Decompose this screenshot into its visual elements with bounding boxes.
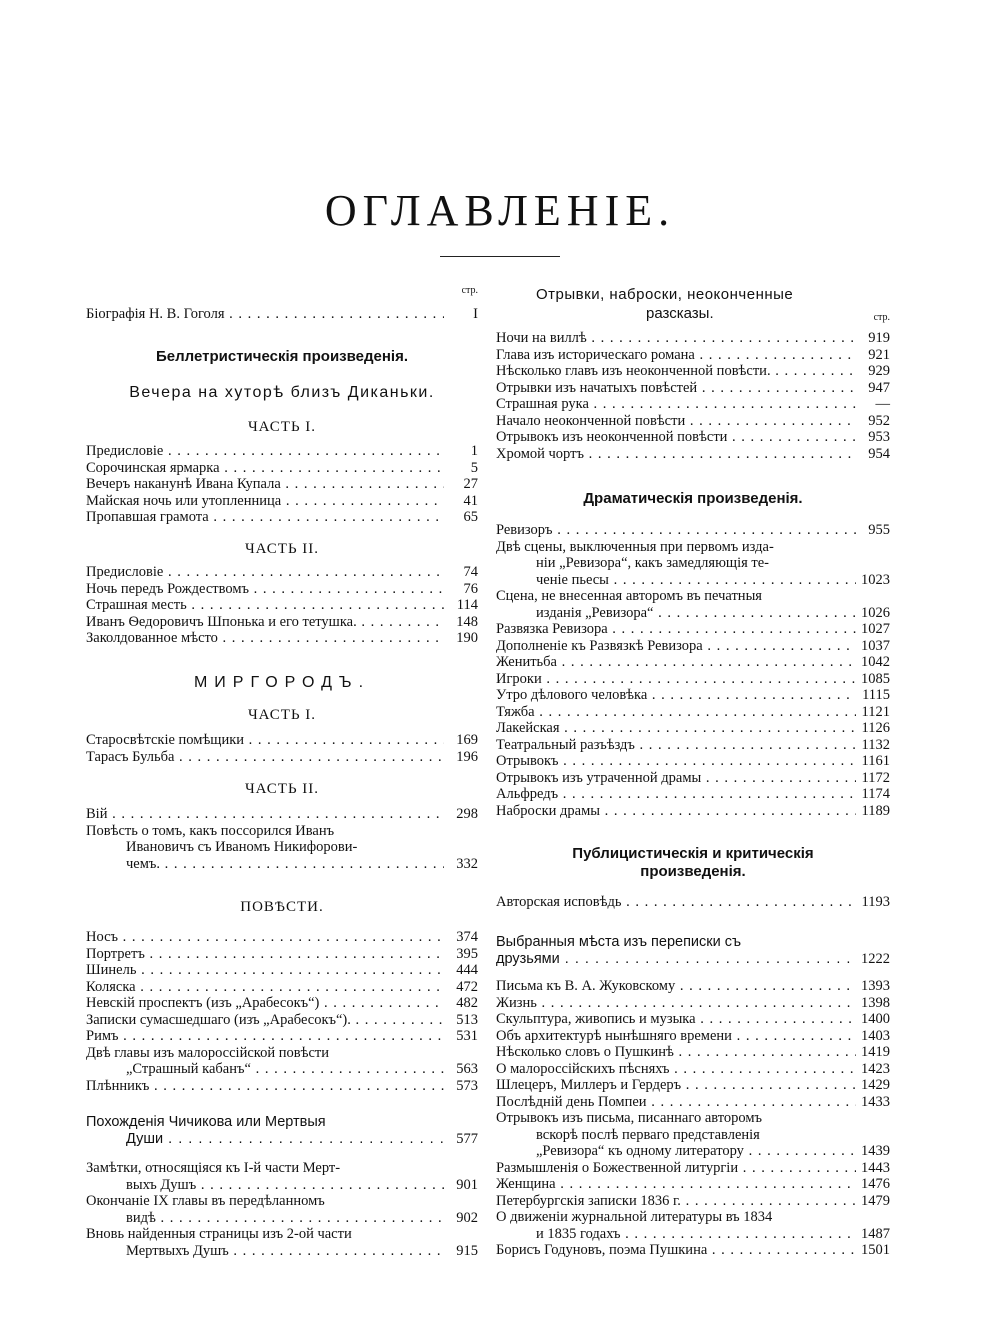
section-heading-belles-lettres: Беллетристическія произведенія.	[156, 348, 408, 365]
entry-page: 1132	[861, 736, 890, 753]
entry-title: Заколдованное мѣсто . . .	[86, 630, 444, 647]
entry-page: 902	[456, 1209, 478, 1226]
entry-title: Біографія Н. В. Гоголя . . .	[86, 306, 444, 323]
toc-entry[interactable]	[496, 621, 890, 638]
entry-title-line1: Двѣ сцены, выключенныя при первомъ изда-	[496, 538, 774, 555]
toc-entry[interactable]	[496, 347, 890, 364]
entry-page: 1085	[861, 670, 890, 687]
entry-page: 482	[456, 995, 478, 1011]
entry-title: Старосвѣтскіе помѣщики . . .	[86, 732, 444, 749]
toc-entry[interactable]	[496, 687, 890, 704]
entry-page: 1126	[861, 720, 890, 736]
entry-title: Вій . . .	[86, 806, 444, 823]
entry-title: Отрывокъ . . .	[496, 753, 856, 770]
entry-title-line1: Двѣ главы изъ малороссійской повѣсти	[86, 1044, 329, 1061]
toc-entry-letter-excerpt[interactable]	[496, 1110, 890, 1160]
toc-entry[interactable]	[86, 1012, 478, 1029]
part-label-mirgorod-2: ЧАСТЬ II.	[244, 781, 320, 797]
entry-title-line1: О движеніи журнальной литературы въ 1834	[496, 1209, 773, 1225]
section-heading-mirgorod: МИРГОРОДЪ.	[193, 674, 371, 691]
entry-page: 1042	[861, 654, 890, 670]
toc-entry[interactable]	[86, 493, 478, 510]
entry-title: Шинель . . .	[86, 962, 444, 979]
entry-title: О малороссійскихъ пѣсняхъ . . .	[496, 1061, 856, 1078]
entry-title-line2: и 1835 годахъ . . .	[536, 1226, 856, 1243]
entry-page: 1393	[861, 978, 890, 994]
entry-title-line1: Выбранныя мѣста изъ переписки съ	[496, 934, 742, 950]
right-column	[496, 0, 890, 1333]
toc-entry[interactable]	[86, 995, 478, 1012]
entry-title: Наброски драмы . . .	[496, 803, 856, 820]
toc-entry-scene-not-included[interactable]	[496, 588, 890, 621]
entry-title: Отрывокъ изъ неоконченной повѣсти . . .	[496, 429, 856, 446]
entry-page: 929	[868, 363, 890, 379]
page-title: ОГЛАВЛЕНІЕ.	[324, 186, 676, 235]
toc-entry[interactable]	[496, 803, 890, 820]
toc-entry[interactable]	[496, 720, 890, 737]
entry-title: Глава изъ историческаго романа . . .	[496, 347, 856, 364]
entry-title-line2: выхъ Душъ . . .	[126, 1177, 444, 1194]
entry-title-line1: Вновь найденныя страницы изъ 2-ой части	[86, 1226, 352, 1242]
entry-page: 1174	[861, 786, 890, 802]
toc-entry[interactable]	[496, 363, 890, 380]
toc-entry[interactable]	[86, 597, 478, 614]
part-label-evenings-1: ЧАСТЬ I.	[247, 419, 317, 435]
section-heading-publicist-line1: Публицистическія и критическія	[572, 845, 814, 862]
toc-entry[interactable]	[496, 330, 890, 347]
entry-page: 332	[456, 855, 478, 872]
entry-page: 1	[470, 443, 478, 459]
toc-entry[interactable]	[86, 614, 478, 631]
entry-title: Страшная месть . . .	[86, 597, 444, 614]
toc-entry[interactable]	[496, 1160, 890, 1177]
entry-page: 1419	[861, 1044, 890, 1060]
entry-page: 577	[456, 1130, 478, 1147]
toc-entry-selected-places[interactable]	[496, 934, 890, 967]
entry-page: 1439	[861, 1143, 890, 1159]
toc-entry-dead-souls[interactable]	[86, 1114, 478, 1147]
entry-title: Женитьба . . .	[496, 654, 856, 671]
entry-page: 472	[456, 978, 478, 995]
entry-page: 915	[456, 1242, 478, 1259]
entry-page: 921	[868, 346, 890, 363]
entry-title: Театральный разъѣздъ . . .	[496, 737, 856, 754]
entry-title-line2: Души . . .	[126, 1131, 444, 1148]
entry-title-line1: Повѣсть о томъ, какъ поссорился Иванъ	[86, 822, 335, 839]
section-heading-publicist-line2: произведенія.	[640, 863, 746, 880]
entry-title: Страшная рука . . .	[496, 396, 856, 413]
toc-entry-journal-movement[interactable]	[496, 1209, 890, 1242]
toc-entry[interactable]	[86, 443, 478, 460]
entry-page: 76	[463, 580, 478, 597]
toc-entry[interactable]	[86, 509, 478, 526]
entry-title-line1: Сцена, не внесенная авторомъ въ печатныя	[496, 588, 762, 604]
entry-title: Тарасъ Бульба . . .	[86, 749, 444, 766]
entry-title: Альфредъ . . .	[496, 786, 856, 803]
entry-page: 27	[463, 476, 478, 492]
toc-entry[interactable]	[86, 962, 478, 979]
toc-entry-notes[interactable]	[86, 1160, 478, 1193]
toc-entry[interactable]	[496, 396, 890, 413]
entry-page: 901	[456, 1176, 478, 1193]
entry-title-line2: вскорѣ послѣ перваго представленія	[536, 1126, 760, 1143]
toc-entry[interactable]	[496, 638, 890, 655]
toc-entry[interactable]	[496, 753, 890, 770]
entry-title: Петербургскія записки 1836 г. . . .	[496, 1193, 856, 1210]
entry-title-line2: изданія „Ревизора“ . . .	[536, 605, 856, 622]
entry-title: Хромой чортъ . . .	[496, 446, 856, 463]
entry-page: 298	[456, 806, 478, 822]
toc-entry[interactable]	[496, 429, 890, 446]
entry-title: Носъ . . .	[86, 929, 444, 946]
entry-title: Борисъ Годуновъ, поэма Пушкина . . .	[496, 1242, 856, 1259]
entry-title-line3: чемъ. . . .	[126, 856, 444, 873]
entry-page: 573	[456, 1077, 478, 1094]
entry-page: 947	[868, 379, 890, 396]
entry-title-line3: „Ревизора“ къ одному литератору . . .	[536, 1143, 856, 1160]
toc-entry[interactable]	[86, 979, 478, 996]
entry-page: 954	[868, 445, 890, 462]
toc-entry[interactable]	[496, 704, 890, 721]
entry-title: Ночи на виллѣ . . .	[496, 330, 856, 347]
entry-page: 395	[456, 945, 478, 962]
toc-entry[interactable]	[496, 380, 890, 397]
toc-entry[interactable]	[86, 581, 478, 598]
entry-title: Плѣнникъ . . .	[86, 1078, 444, 1095]
toc-entry[interactable]	[496, 1011, 890, 1028]
entry-title: Портретъ . . .	[86, 946, 444, 963]
entry-page: 953	[868, 429, 890, 445]
entry-page: 65	[463, 509, 478, 525]
entry-title: Предисловіе . . .	[86, 564, 444, 581]
entry-title: Невскій проспектъ (изъ „Арабесокъ“) . . .	[86, 995, 444, 1012]
toc-entry[interactable]	[496, 413, 890, 430]
entry-page: 374	[456, 929, 478, 945]
toc-entry-biography[interactable]	[86, 306, 478, 323]
entry-title: Отрывокъ изъ утраченной драмы . . .	[496, 770, 856, 787]
entry-page: 1026	[861, 604, 890, 621]
section-heading-drama: Драматическія произведенія.	[583, 490, 803, 507]
entry-page: 563	[456, 1061, 478, 1077]
entry-page: 1429	[861, 1077, 890, 1093]
entry-page: 1400	[861, 1011, 890, 1027]
toc-entry-quarrel[interactable]	[86, 823, 478, 873]
toc-entry[interactable]	[496, 1028, 890, 1045]
part-label-evenings-2: ЧАСТЬ II.	[244, 541, 320, 557]
section-heading-fragments-line2: разсказы.	[646, 305, 714, 322]
entry-title-line2: „Страшный кабанъ“ . . .	[126, 1061, 444, 1078]
entry-title: Размышленія о Божественной литургіи . . .	[496, 1160, 856, 1177]
entry-title: Игроки . . .	[496, 671, 856, 688]
toc-entry-two-scenes[interactable]	[496, 539, 890, 589]
entry-title: Развязка Ревизора . . .	[496, 621, 856, 638]
toc-entry-ending[interactable]	[86, 1193, 478, 1226]
toc-entry[interactable]	[496, 737, 890, 754]
toc-entry[interactable]	[496, 671, 890, 688]
toc-entry[interactable]	[496, 654, 890, 671]
entry-title-line1: Замѣтки, относящіяся къ I-й части Мерт-	[86, 1160, 341, 1176]
entry-title: Тяжба . . .	[496, 704, 856, 721]
entry-page: 531	[456, 1028, 478, 1044]
toc-entry[interactable]	[496, 1061, 890, 1078]
toc-entry[interactable]	[496, 1077, 890, 1094]
toc-entry-viy[interactable]	[86, 806, 478, 823]
entry-title: Ревизоръ . . .	[496, 522, 856, 539]
entry-title: Отрывки изъ начатыхъ повѣстей . . .	[496, 380, 856, 397]
toc-entry-two-chapters[interactable]	[86, 1045, 478, 1078]
section-heading-tales: ПОВѢСТИ.	[240, 899, 324, 915]
part-label-mirgorod-1: ЧАСТЬ I.	[247, 707, 317, 723]
entry-page: 196	[456, 748, 478, 765]
entry-page: I	[473, 306, 478, 322]
entry-title: Сорочинская ярмарка . . .	[86, 460, 444, 477]
entry-page: 1121	[861, 703, 890, 720]
toc-entry[interactable]	[86, 732, 478, 749]
toc-entry[interactable]	[496, 446, 890, 463]
section-heading-fragments-line1: Отрывки, наброски, неоконченные	[536, 286, 794, 303]
toc-entry[interactable]	[496, 786, 890, 803]
toc-entry[interactable]	[86, 476, 478, 493]
entry-page: 1115	[862, 687, 890, 703]
entry-title: Лакейская . . .	[496, 720, 856, 737]
entry-page: 1423	[861, 1060, 890, 1077]
entry-title: Послѣдній день Помпеи . . .	[496, 1094, 856, 1111]
entry-title-line2: друзьями . . .	[496, 951, 856, 968]
entry-title-line3: ченіе пьесы . . .	[536, 572, 856, 589]
entry-title-line1: Отрывокъ изъ письма, писаннаго авторомъ	[496, 1110, 763, 1126]
entry-page: 513	[456, 1011, 478, 1028]
entry-title: Ночь передъ Рождествомъ . . .	[86, 581, 444, 598]
entry-page: 148	[456, 613, 478, 630]
toc-entry[interactable]	[86, 946, 478, 963]
entry-title: Римъ . . .	[86, 1028, 444, 1045]
entry-title: Иванъ Ѳедоровичъ Шпонька и его тетушка. . . .	[86, 614, 444, 631]
entry-page: 1501	[861, 1242, 890, 1258]
entry-title: Объ архитектурѣ нынѣшняго времени . . .	[496, 1028, 856, 1045]
toc-entry-new-pages[interactable]	[86, 1226, 478, 1259]
entry-title-line2: Мертвыхъ Душъ . . .	[126, 1243, 444, 1260]
entry-page: 1443	[861, 1159, 890, 1176]
entry-page: 5	[470, 459, 478, 476]
entry-page: 1161	[861, 753, 890, 769]
entry-title: Начало неоконченной повѣсти . . .	[496, 413, 856, 430]
entry-page: 1023	[861, 571, 890, 588]
entry-title: Предисловіе . . .	[86, 443, 444, 460]
entry-page: 1403	[861, 1027, 890, 1044]
toc-entry[interactable]	[496, 995, 890, 1012]
entry-title: Записки сумасшедшаго (изъ „Арабесокъ“). . . .	[86, 1012, 444, 1029]
entry-title: Шлецеръ, Миллеръ и Гердеръ . . .	[496, 1077, 856, 1094]
toc-entry[interactable]	[496, 1176, 890, 1193]
entry-page: 41	[463, 492, 478, 509]
entry-title-line1: Окончаніе IX главы въ передѣланномъ	[86, 1193, 325, 1209]
entry-title: Дополненіе къ Развязкѣ Ревизора . . .	[496, 638, 856, 655]
entry-page: 1479	[861, 1192, 890, 1209]
toc-entry[interactable]	[496, 770, 890, 787]
entry-page: 1037	[861, 637, 890, 654]
entry-title: Вечеръ наканунѣ Ивана Купала . . .	[86, 476, 444, 493]
toc-entry[interactable]	[86, 630, 478, 647]
entry-title: Письма къ В. А. Жуковскому . . .	[496, 978, 856, 995]
entry-title-line1: Похожденія Чичикова или Мертвыя	[86, 1114, 326, 1130]
page-label-right: стр.	[873, 312, 890, 323]
toc-entry-boris[interactable]	[496, 1242, 890, 1259]
toc-entry[interactable]	[86, 564, 478, 581]
entry-page: 1172	[861, 769, 890, 786]
entry-page: 1189	[861, 802, 890, 819]
entry-title: Утро дѣлового человѣка . . .	[496, 687, 856, 704]
toc-entry[interactable]	[496, 978, 890, 995]
entry-page: 169	[456, 732, 478, 748]
entry-page: 919	[868, 330, 890, 346]
entry-title: Коляска . . .	[86, 979, 444, 996]
entry-page: 190	[456, 630, 478, 646]
entry-title: Жизнь . . .	[496, 995, 856, 1012]
entry-page: 1433	[861, 1093, 890, 1110]
left-column	[86, 0, 478, 1333]
toc-entry[interactable]	[86, 1028, 478, 1045]
entry-title: Авторская исповѣдь . . .	[496, 894, 856, 911]
toc-entry[interactable]	[496, 1044, 890, 1061]
entry-page: 1027	[861, 621, 890, 637]
entry-page: 444	[456, 962, 478, 978]
entry-title: Майская ночь или утопленница . . .	[86, 493, 444, 510]
toc-entry[interactable]	[86, 749, 478, 766]
entry-page: 74	[463, 564, 478, 580]
toc-entry-confession[interactable]	[496, 894, 890, 911]
entry-page: 1487	[861, 1225, 890, 1242]
entry-page: 1398	[861, 994, 890, 1011]
page-label-left: стр.	[461, 285, 478, 296]
entry-page: 114	[456, 597, 478, 613]
entry-title: Женщина . . .	[496, 1176, 856, 1193]
toc-entry[interactable]	[86, 460, 478, 477]
entry-page: —	[875, 396, 890, 412]
toc-entry-revizor[interactable]	[496, 522, 890, 539]
entry-title: Пропавшая грамота . . .	[86, 509, 444, 526]
toc-entry[interactable]	[496, 1094, 890, 1111]
entry-title: Нѣсколько словъ о Пушкинѣ . . .	[496, 1044, 856, 1061]
entry-page: 955	[868, 522, 890, 538]
toc-entry[interactable]	[496, 1193, 890, 1210]
entry-page: 1476	[861, 1176, 890, 1192]
entry-page: 952	[868, 412, 890, 429]
toc-entry[interactable]	[86, 929, 478, 946]
entry-title-line2: ніи „Ревизора“, какъ замедляющія те-	[536, 555, 770, 571]
entry-title-line2: Ивановичъ съ Иваномъ Никифорови-	[126, 839, 358, 855]
entry-title-line2: видѣ . . .	[126, 1210, 444, 1227]
entry-title: Скульптура, живопись и музыка . . .	[496, 1011, 856, 1028]
toc-entry-captive[interactable]	[86, 1078, 478, 1095]
entry-title: Нѣсколько главъ изъ неоконченной повѣсти. . . .	[496, 363, 856, 380]
section-heading-evenings: Вечера на хуторѣ близъ Диканьки.	[129, 384, 435, 401]
entry-page: 1193	[861, 894, 890, 910]
entry-page: 1222	[861, 950, 890, 967]
